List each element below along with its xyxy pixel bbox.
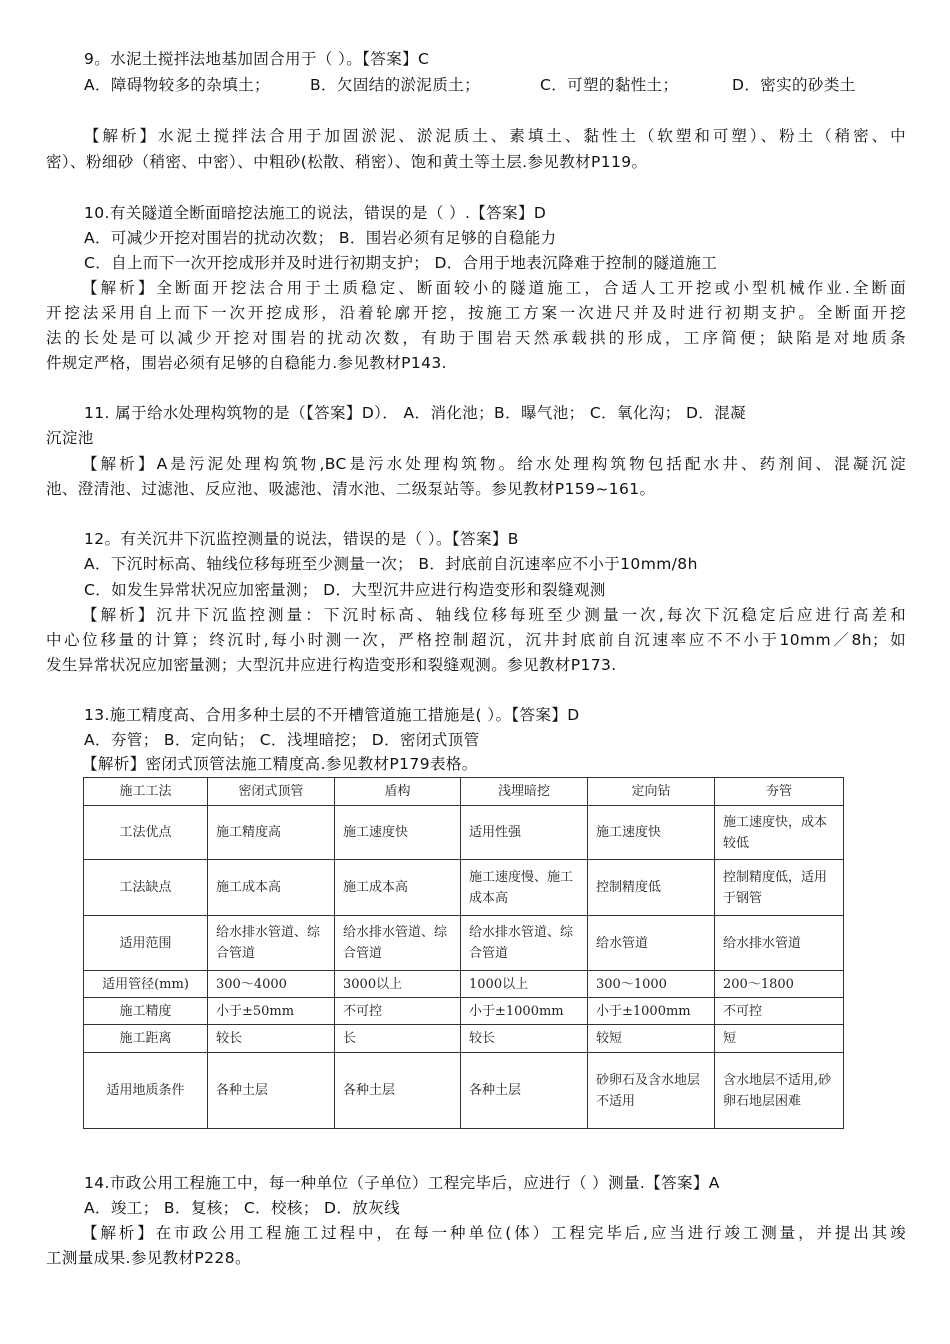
table-row-label: 工法缺点 xyxy=(84,860,208,916)
table-row-label: 适用地质条件 xyxy=(84,1053,208,1129)
table-cell: 200～1800 xyxy=(715,971,844,998)
q9-option-b: B．欠固结的淤泥质土； xyxy=(310,76,481,94)
table-cell: 小于±1000mm xyxy=(461,998,588,1025)
table-cell: 施工成本高 xyxy=(208,860,335,916)
q10-options-line2: C．自上而下一次开挖成形并及时进行初期支护； D．合用于地表沉降难于控制的隧道施工 xyxy=(84,254,718,272)
q9-question: 9。水泥土搅拌法地基加固合用于（ ）。【答案】C xyxy=(84,50,430,68)
table-cell: 小于±1000mm xyxy=(588,998,715,1025)
table-cell: 长 xyxy=(335,1025,461,1053)
table-row xyxy=(84,806,844,860)
q11-analysis-line2: 池、澄清池、过滤池、反应池、吸滤池、清水池、二级泵站等。参见教材P159~161。 xyxy=(46,480,656,498)
table-cell: 施工速度快，成本较低 xyxy=(715,806,844,860)
table-header-cell: 盾构 xyxy=(335,778,461,806)
q12-analysis-line3: 发生异常状况应加密量测；大型沉井应进行构造变形和裂缝观测。参见教材P173. xyxy=(46,656,617,674)
table-row xyxy=(84,1025,844,1053)
table-row xyxy=(84,1053,844,1129)
q12-question: 12。有关沉井下沉监控测量的说法，错误的是（ ）。【答案】B xyxy=(84,530,519,548)
table-header-cell: 密闭式顶管 xyxy=(208,778,335,806)
q11-question-line1: 11. 属于给水处理构筑物的是（【答案】D）． A．消化池；B．曝气池； C．氧化沟； D．混凝 xyxy=(84,404,746,422)
q13-question: 13.施工精度高、合用多种土层的不开槽管道施工措施是( ）。【答案】D xyxy=(84,706,580,724)
q12-options-line2: C．如发生异常状况应加密量测； D．大型沉井应进行构造变形和裂缝观测 xyxy=(84,581,606,599)
table-header-cell: 浅埋暗挖 xyxy=(461,778,588,806)
q13-analysis: 【解析】密闭式顶管法施工精度高.参见教材P179表格。 xyxy=(82,755,478,773)
table-cell: 3000以上 xyxy=(335,971,461,998)
table-header-cell: 夯管 xyxy=(715,778,844,806)
table-cell: 施工成本高 xyxy=(335,860,461,916)
table-cell: 施工精度高 xyxy=(208,806,335,860)
table-cell: 含水地层不适用,砂卵石地层困难 xyxy=(715,1053,844,1129)
table-header-cell: 施工工法 xyxy=(84,778,208,806)
table-cell: 施工速度快 xyxy=(335,806,461,860)
table-row-label: 适用管径(mm) xyxy=(84,971,208,998)
table-cell: 给水管道 xyxy=(588,916,715,971)
table-row-label: 工法优点 xyxy=(84,806,208,860)
table-cell: 砂卵石及含水地层不适用 xyxy=(588,1053,715,1129)
table-row xyxy=(84,860,844,916)
q13-options: A．夯管； B．定向钻； C．浅埋暗挖； D．密闭式顶管 xyxy=(84,731,480,749)
q14-options: A．竣工； B．复核； C．校核； D．放灰线 xyxy=(84,1199,400,1217)
table-row xyxy=(84,916,844,971)
q9-option-d: D．密实的砂类土 xyxy=(732,76,856,94)
q9-option-c: C．可塑的黏性土； xyxy=(540,76,679,94)
table-cell: 不可控 xyxy=(715,998,844,1025)
q10-analysis-line2: 开挖法采用自上而下一次开挖成形，沿着轮廓开挖，按施工方案一次进尺并及时进行初期支护。全断面开挖 xyxy=(46,304,906,322)
table-row-label: 施工距离 xyxy=(84,1025,208,1053)
table-cell: 300～1000 xyxy=(588,971,715,998)
q12-options-line1: A．下沉时标高、轴线位移每班至少测量一次； B．封底前自沉速率应不小于10mm/8h xyxy=(84,555,698,573)
q10-analysis-line1: 【解析】全断面开挖法合用于土质稳定、断面较小的隧道施工，合适人工开挖或小型机械作业.全断面 xyxy=(82,279,906,297)
table-cell: 较短 xyxy=(588,1025,715,1053)
q9-options xyxy=(84,73,944,97)
table-cell: 给水排水管道、综合管道 xyxy=(208,916,335,971)
q9-option-a: A．障碍物较多的杂填土； xyxy=(84,76,270,94)
table-row-label: 适用范围 xyxy=(84,916,208,971)
q11-analysis-line1: 【解析】A是污泥处理构筑物,BC是污水处理构筑物。给水处理构筑物包括配水井、药剂间、混凝沉淀 xyxy=(82,455,906,473)
construction-method-table xyxy=(83,777,844,1129)
table-cell: 控制精度低，适用于钢管 xyxy=(715,860,844,916)
table-cell: 给水排水管道、综合管道 xyxy=(461,916,588,971)
table-cell: 给水排水管道、综合管道 xyxy=(335,916,461,971)
table-cell: 各种土层 xyxy=(208,1053,335,1129)
q14-analysis-line1: 【解析】在市政公用工程施工过程中，在每一种单位(体）工程完毕后,应当进行竣工测量，并提出其竣 xyxy=(82,1224,906,1242)
q14-question: 14.市政公用工程施工中，每一种单位（子单位）工程完毕后，应进行（ ）测量.【答案】A xyxy=(84,1174,720,1192)
q11-question-line2: 沉淀池 xyxy=(46,429,94,447)
q12-analysis-line2: 中心位移量的计算；终沉时,每小时测一次，严格控制超沉，沉井封底前自沉速率应不不小于10mm／8h；如 xyxy=(46,631,906,649)
table-cell: 适用性强 xyxy=(461,806,588,860)
table-header-row xyxy=(84,778,844,806)
table-cell: 较长 xyxy=(208,1025,335,1053)
q10-question: 10.有关隧道全断面暗挖法施工的说法，错误的是（ ）.【答案】D xyxy=(84,204,547,222)
q9-analysis-line2: 密）、粉细砂（稍密、中密）、中粗砂(松散、稍密）、饱和黄土等土层.参见教材P119。 xyxy=(46,153,648,171)
table-cell: 300～4000 xyxy=(208,971,335,998)
table-row xyxy=(84,998,844,1025)
table-cell: 施工速度慢、施工成本高 xyxy=(461,860,588,916)
table-cell: 1000以上 xyxy=(461,971,588,998)
table-row-label: 施工精度 xyxy=(84,998,208,1025)
table-cell: 施工速度快 xyxy=(588,806,715,860)
q10-options-line1: A．可减少开挖对围岩的扰动次数； B．围岩必须有足够的自稳能力 xyxy=(84,229,557,247)
table-cell: 小于±50mm xyxy=(208,998,335,1025)
table-cell: 短 xyxy=(715,1025,844,1053)
table-header-cell: 定向钻 xyxy=(588,778,715,806)
table-row xyxy=(84,971,844,998)
table-cell: 各种土层 xyxy=(335,1053,461,1129)
table-cell: 给水排水管道 xyxy=(715,916,844,971)
q10-analysis-line3: 法的长处是可以减少开挖对围岩的扰动次数，有助于围岩天然承载拱的形成，工序简便；缺陷是对地质条 xyxy=(46,329,906,347)
table-cell: 较长 xyxy=(461,1025,588,1053)
q10-analysis-line4: 件规定严格，围岩必须有足够的自稳能力.参见教材P143. xyxy=(46,354,447,372)
table-cell: 不可控 xyxy=(335,998,461,1025)
table-cell: 控制精度低 xyxy=(588,860,715,916)
q14-analysis-line2: 工测量成果.参见教材P228。 xyxy=(46,1249,251,1267)
q9-analysis-line1: 【解析】水泥土搅拌法合用于加固淤泥、淤泥质土、素填土、黏性土（软塑和可塑）、粉土（稍密、中 xyxy=(84,127,906,145)
q12-analysis-line1: 【解析】沉井下沉监控测量：下沉时标高、轴线位移每班至少测量一次,每次下沉稳定后应进行高差和 xyxy=(82,606,906,624)
table-cell: 各种土层 xyxy=(461,1053,588,1129)
